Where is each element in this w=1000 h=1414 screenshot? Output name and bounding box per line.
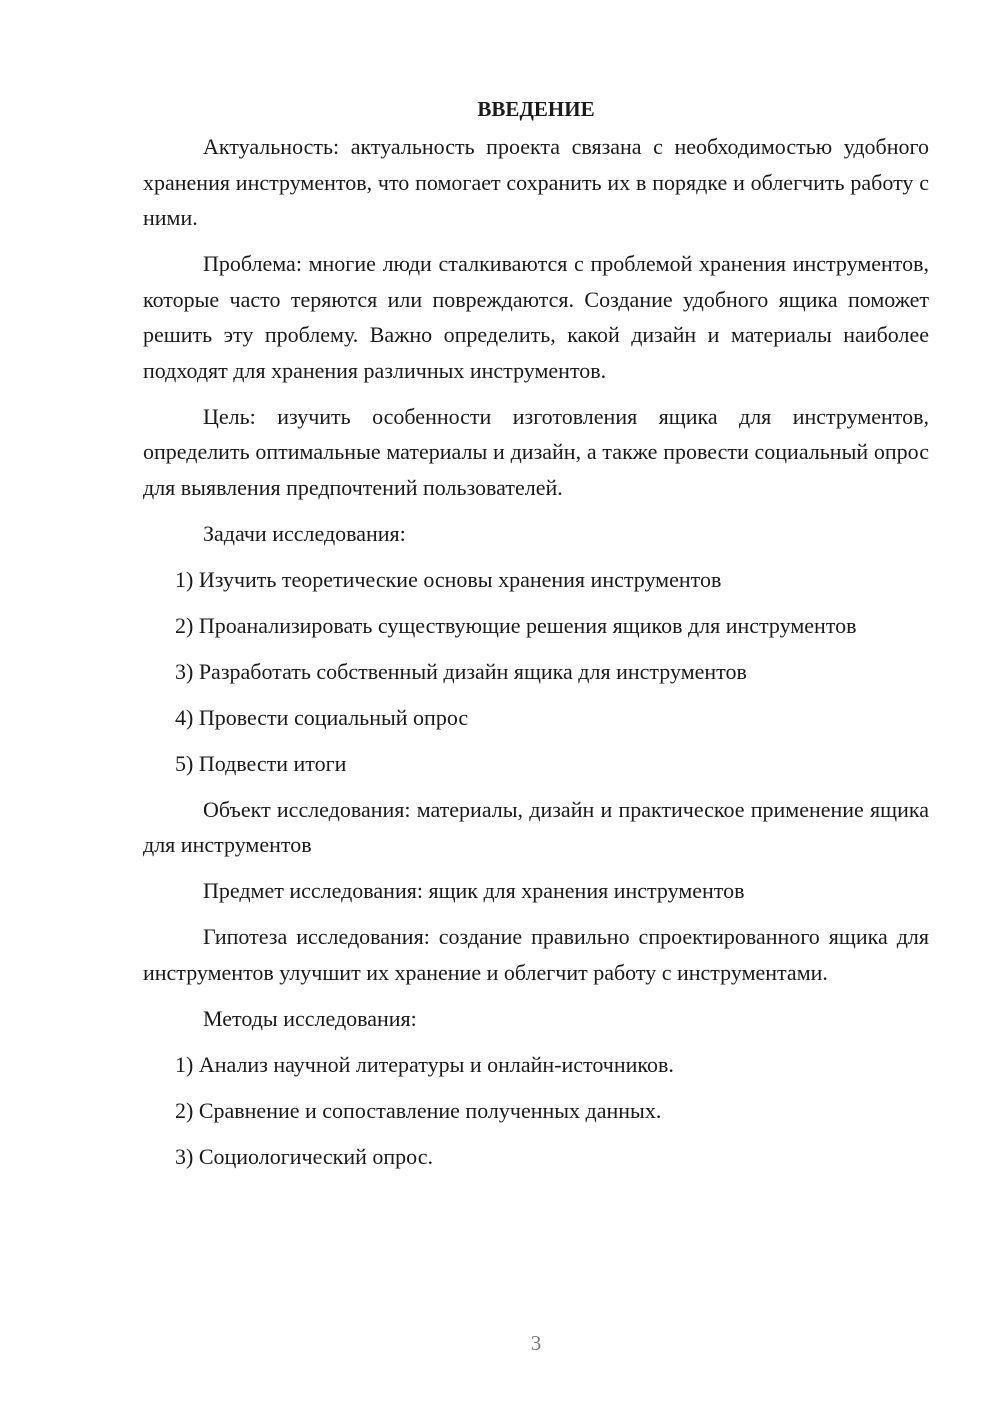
- task-item-4: 4) Провести социальный опрос: [175, 704, 469, 730]
- hypothesis-paragraph: Гипотеза исследования: создание правильно спроектированного ящика для инструментов улучшит их хранение и облегчит работу с инструментами.: [143, 924, 929, 985]
- subject-paragraph: Предмет исследования: ящик для хранения инструментов: [203, 878, 745, 903]
- method-item-3: 3) Социологический опрос.: [175, 1143, 433, 1169]
- page-number: 3: [530, 1331, 542, 1355]
- document-page: [143, 92, 929, 1185]
- relevance-paragraph: Актуальность: актуальность проекта связана с необходимостью удобного хранения инструментов, что помогает сохранить их в порядке и облегчить работу с ними.: [143, 134, 929, 230]
- task-item-5: 5) Подвести итоги: [175, 750, 347, 776]
- section-title: ВВЕДЕНИЕ: [477, 97, 595, 121]
- methods-heading: Методы исследования:: [203, 1005, 417, 1031]
- method-item-1: 1) Анализ научной литературы и онлайн-источников.: [175, 1051, 674, 1077]
- tasks-heading: Задачи исследования:: [203, 520, 406, 546]
- task-item-3: 3) Разработать собственный дизайн ящика для инструментов: [175, 658, 747, 684]
- task-item-2: 2) Проанализировать существующие решения ящиков для инструментов: [175, 612, 857, 638]
- problem-paragraph: Проблема: многие люди сталкиваются с проблемой хранения инструментов, которые часто теряются или повреждаются. Создание удобного ящика поможет решить эту проблему. Важно определить, какой дизайн и материалы наиболее подходят для хранения различных инструментов.: [143, 251, 929, 383]
- method-item-2: 2) Сравнение и сопоставление полученных данных.: [175, 1097, 662, 1123]
- object-paragraph: Объект исследования: материалы, дизайн и практическое применение ящика для инструментов: [143, 796, 929, 857]
- task-item-1: 1) Изучить теоретические основы хранения инструментов: [175, 566, 722, 592]
- goal-paragraph: Цель: изучить особенности изготовления ящика для инструментов, определить оптимальные материалы и дизайн, а также провести социальный опрос для выявления предпочтений пользователей.: [143, 403, 929, 500]
